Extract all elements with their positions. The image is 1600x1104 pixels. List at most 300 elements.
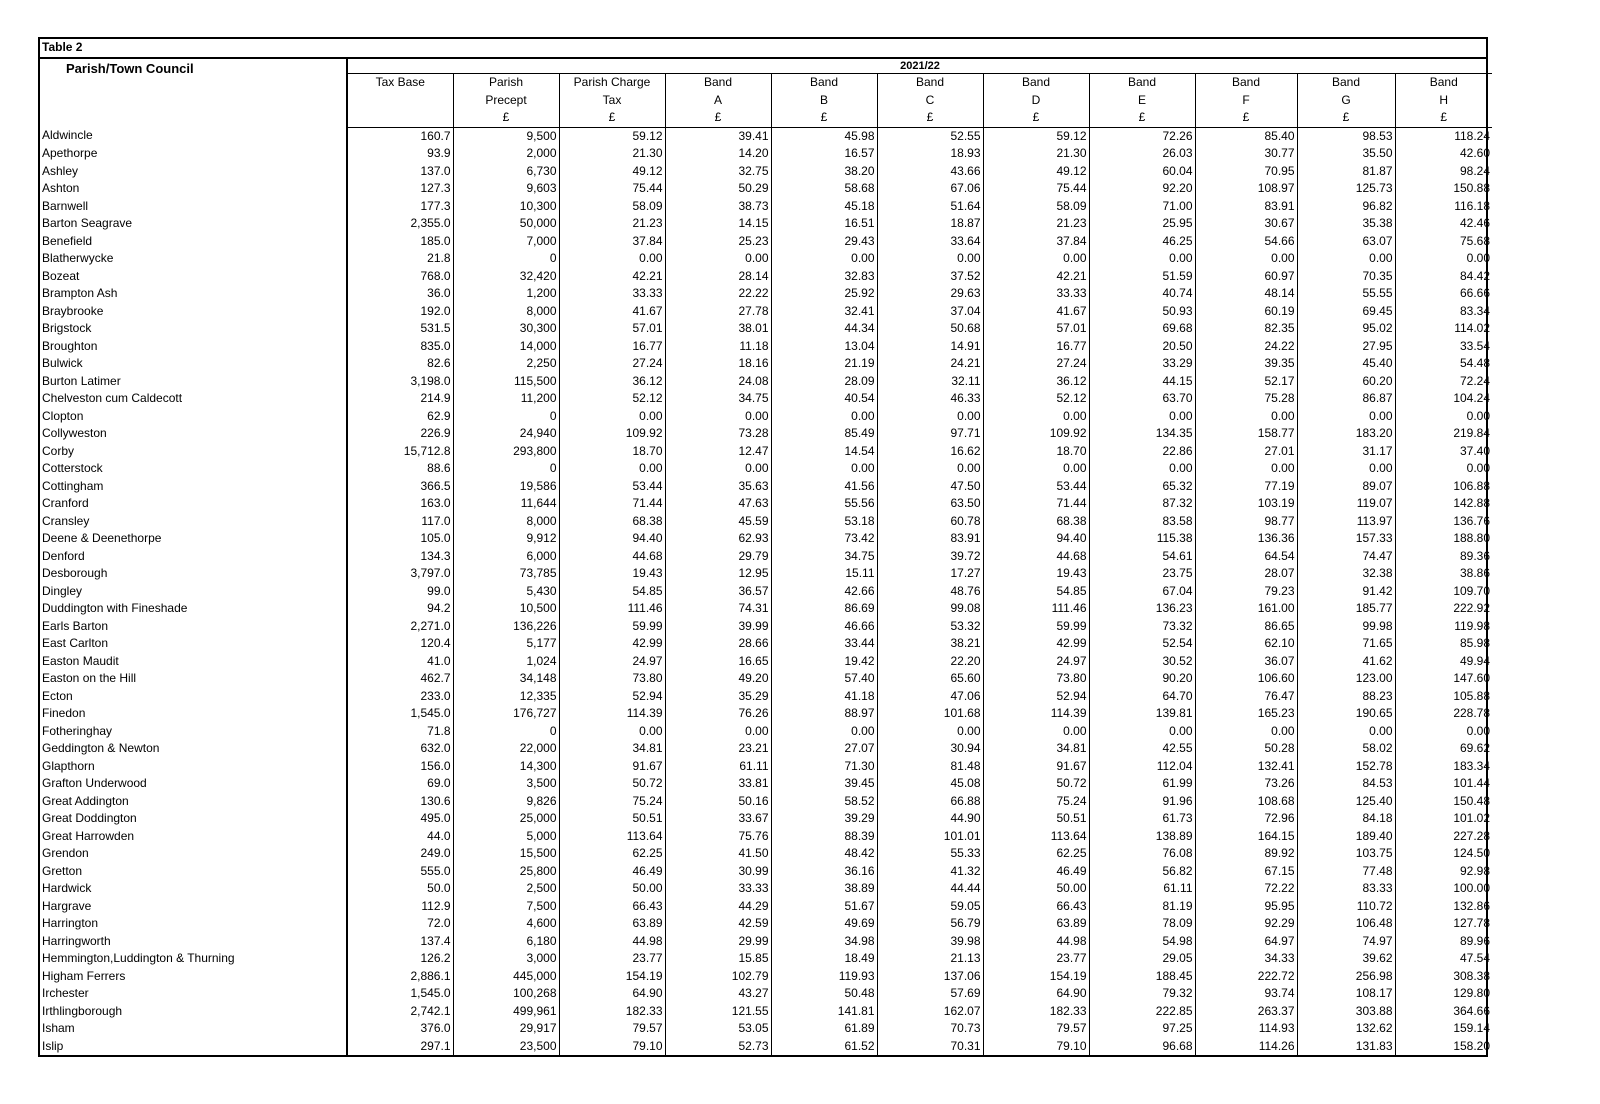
value-cell: 34.81 <box>559 740 665 758</box>
column-header-parish: Parish/Town Council <box>40 59 347 127</box>
parish-name-cell: Hemmington,Luddington & Thurning <box>40 950 347 968</box>
value-cell: 110.72 <box>1297 898 1395 916</box>
column-header-line: B <box>819 92 828 107</box>
value-cell: 83.34 <box>1460 303 1491 318</box>
value-cell: 57.69 <box>877 985 983 1003</box>
column-header <box>559 74 665 128</box>
column-header-line: Tax Base <box>375 75 425 89</box>
value-cell: 36.57 <box>665 583 771 601</box>
value-cell: 66.88 <box>877 793 983 811</box>
value-cell: 54.61 <box>1089 548 1195 566</box>
table-row <box>40 740 1492 758</box>
value-cell: 77.19 <box>1195 478 1297 496</box>
value-cell: 9,912 <box>453 530 559 548</box>
value-cell: 159.14 <box>1453 1021 1491 1035</box>
value-cell: 99.08 <box>877 600 983 618</box>
value-cell: 182.33 <box>559 1003 665 1021</box>
value-cell: 0.00 <box>665 408 771 426</box>
value-cell: 108.68 <box>1195 793 1297 811</box>
value-cell: 106.48 <box>1297 915 1395 933</box>
table-row <box>40 863 1492 881</box>
value-cell: 131.83 <box>1297 1038 1395 1056</box>
value-cell: 0.00 <box>1089 723 1195 741</box>
value-cell: 0.00 <box>877 723 983 741</box>
value-cell: 1,200 <box>453 285 559 303</box>
value-cell: 117.0 <box>347 513 453 531</box>
value-cell: 78.09 <box>1089 915 1195 933</box>
value-cell: 55.55 <box>1297 285 1395 303</box>
value-cell: 154.19 <box>559 968 665 986</box>
value-cell: 44.44 <box>877 880 983 898</box>
value-cell: 136.76 <box>1453 513 1491 528</box>
value-cell: 87.32 <box>1089 495 1195 513</box>
table-row <box>40 670 1492 688</box>
parish-name-cell: Barton Seagrave <box>40 215 347 233</box>
value-cell: 39.29 <box>771 810 877 828</box>
value-cell: 17.27 <box>877 565 983 583</box>
value-cell: 79.23 <box>1195 583 1297 601</box>
value-cell: 27.24 <box>983 355 1089 373</box>
value-cell: 61.11 <box>1089 880 1195 898</box>
value-cell: 38.89 <box>771 880 877 898</box>
table-row <box>40 950 1492 968</box>
value-cell: 3,797.0 <box>347 565 453 583</box>
value-cell: 32.75 <box>665 163 771 181</box>
value-cell: 42.99 <box>559 635 665 653</box>
value-cell: 63.89 <box>983 915 1089 933</box>
value-cell: 137.06 <box>877 968 983 986</box>
value-cell: 249.0 <box>347 845 453 863</box>
column-header <box>1395 74 1492 128</box>
value-cell: 103.75 <box>1297 845 1395 863</box>
table-row <box>40 495 1492 513</box>
value-cell: 25.23 <box>665 233 771 251</box>
table-row <box>40 828 1492 846</box>
value-cell: 46.25 <box>1089 233 1195 251</box>
value-cell: 49.12 <box>983 163 1089 181</box>
value-cell: 127.78 <box>1453 916 1491 930</box>
value-cell: 2,250 <box>453 355 559 373</box>
value-cell: 71.30 <box>771 758 877 776</box>
value-cell: 49.94 <box>1460 653 1491 668</box>
value-cell: 0.00 <box>771 250 877 268</box>
year-header: 2021/22 <box>347 59 1492 74</box>
parish-name-cell: Corby <box>40 443 347 461</box>
value-cell: 18.70 <box>983 443 1089 461</box>
column-header <box>1297 74 1395 128</box>
value-cell: 0.00 <box>1195 460 1297 478</box>
value-cell: 60.78 <box>877 513 983 531</box>
value-cell: 41.0 <box>347 653 453 671</box>
value-cell: 50.51 <box>983 810 1089 828</box>
table-row <box>40 530 1492 548</box>
value-cell: 50.93 <box>1089 303 1195 321</box>
value-cell: 5,177 <box>453 635 559 653</box>
value-cell: 0.00 <box>559 460 665 478</box>
value-cell: 45.98 <box>771 127 877 145</box>
value-cell: 79.57 <box>983 1020 1089 1038</box>
value-cell: 42.21 <box>559 268 665 286</box>
value-cell: 50.51 <box>559 810 665 828</box>
value-cell: 74.47 <box>1297 548 1395 566</box>
table-row <box>40 548 1492 566</box>
value-cell: 138.89 <box>1089 828 1195 846</box>
value-cell: 2,355.0 <box>347 215 453 233</box>
value-cell: 52.73 <box>665 1038 771 1056</box>
table-row <box>40 845 1492 863</box>
value-cell: 90.20 <box>1089 670 1195 688</box>
value-cell: 16.77 <box>559 338 665 356</box>
value-cell: 91.42 <box>1297 583 1395 601</box>
table-row <box>40 180 1492 198</box>
value-cell: 54.85 <box>559 583 665 601</box>
value-cell: 308.38 <box>1453 968 1491 983</box>
table-row <box>40 653 1492 671</box>
value-cell: 25,800 <box>453 863 559 881</box>
value-cell: 65.60 <box>877 670 983 688</box>
value-cell: 0.00 <box>877 460 983 478</box>
value-cell: 44.98 <box>983 933 1089 951</box>
parish-name-cell: Denford <box>40 548 347 566</box>
table-row <box>40 635 1492 653</box>
value-cell: 52.55 <box>877 127 983 145</box>
value-cell: 8,000 <box>453 513 559 531</box>
table-row <box>40 793 1492 811</box>
value-cell: 227.28 <box>1453 828 1491 843</box>
value-cell: 64.70 <box>1089 688 1195 706</box>
value-cell: 222.92 <box>1453 601 1491 615</box>
value-cell: 10,300 <box>453 198 559 216</box>
value-cell: 27.24 <box>559 355 665 373</box>
value-cell: 835.0 <box>347 338 453 356</box>
table-row <box>40 705 1492 723</box>
parish-name-cell: Easton Maudit <box>40 653 347 671</box>
value-cell: 42.21 <box>983 268 1089 286</box>
parish-name-cell: East Carlton <box>40 635 347 653</box>
value-cell: 109.92 <box>559 425 665 443</box>
value-cell: 15.11 <box>771 565 877 583</box>
value-cell: 55.33 <box>877 845 983 863</box>
value-cell: 0.00 <box>1195 408 1297 426</box>
column-header-line: £ <box>1032 110 1040 124</box>
value-cell: 16.65 <box>665 653 771 671</box>
value-cell: 147.60 <box>1453 671 1491 685</box>
value-cell: 37.84 <box>983 233 1089 251</box>
value-cell: 72.24 <box>1460 373 1491 388</box>
value-cell: 109.70 <box>1453 583 1491 598</box>
value-cell: 13.04 <box>771 338 877 356</box>
value-cell: 114.26 <box>1195 1038 1297 1056</box>
value-cell: 119.07 <box>1297 495 1395 513</box>
value-cell: 98.53 <box>1297 127 1395 145</box>
value-cell: 105.88 <box>1453 688 1491 703</box>
value-cell: 27.95 <box>1297 338 1395 356</box>
value-cell: 29.43 <box>771 233 877 251</box>
value-cell: 0.00 <box>665 723 771 741</box>
parish-name-cell: Great Harrowden <box>40 828 347 846</box>
value-cell: 67.06 <box>877 180 983 198</box>
value-cell: 64.97 <box>1195 933 1297 951</box>
column-header-line: Band <box>703 75 733 89</box>
value-cell: 52.54 <box>1089 635 1195 653</box>
column-header-line: Band <box>1231 75 1261 89</box>
value-cell: 51.64 <box>877 198 983 216</box>
parish-name-cell: Duddington with Fineshade <box>40 600 347 618</box>
table-row <box>40 443 1492 461</box>
value-cell: 93.9 <box>347 145 453 163</box>
value-cell: 75.68 <box>1460 233 1491 248</box>
value-cell: 83.91 <box>1195 198 1297 216</box>
value-cell: 130.6 <box>347 793 453 811</box>
value-cell: 45.40 <box>1297 355 1395 373</box>
value-cell: 34.75 <box>665 390 771 408</box>
value-cell: 69.45 <box>1297 303 1395 321</box>
value-cell: 15,500 <box>453 845 559 863</box>
value-cell: 96.68 <box>1089 1038 1195 1056</box>
column-header-line: Band <box>1021 75 1051 89</box>
value-cell: 59.99 <box>983 618 1089 636</box>
table-row <box>40 127 1492 145</box>
value-cell: 72.26 <box>1089 127 1195 145</box>
value-cell: 39.62 <box>1297 950 1395 968</box>
value-cell: 158.77 <box>1195 425 1297 443</box>
table-row <box>40 600 1492 618</box>
value-cell: 114.39 <box>559 705 665 723</box>
value-cell: 96.82 <box>1297 198 1395 216</box>
value-cell: 18.49 <box>771 950 877 968</box>
value-cell: 99.0 <box>347 583 453 601</box>
parish-name-cell: Barnwell <box>40 198 347 216</box>
value-cell: 41.56 <box>771 478 877 496</box>
value-cell: 185.0 <box>347 233 453 251</box>
table-row <box>40 968 1492 986</box>
value-cell: 70.95 <box>1195 163 1297 181</box>
table-row <box>40 583 1492 601</box>
value-cell: 1,024 <box>453 653 559 671</box>
value-cell: 94.40 <box>983 530 1089 548</box>
value-cell: 100.00 <box>1453 881 1491 895</box>
value-cell: 52.17 <box>1195 373 1297 391</box>
table-row <box>40 425 1492 443</box>
value-cell: 76.26 <box>665 705 771 723</box>
value-cell: 161.00 <box>1195 600 1297 618</box>
value-cell: 29.05 <box>1089 950 1195 968</box>
value-cell: 89.07 <box>1297 478 1395 496</box>
table-row <box>40 233 1492 251</box>
value-cell: 88.39 <box>771 828 877 846</box>
value-cell: 768.0 <box>347 268 453 286</box>
value-cell: 120.4 <box>347 635 453 653</box>
value-cell: 38.73 <box>665 198 771 216</box>
value-cell: 44.34 <box>771 320 877 338</box>
value-cell: 0.00 <box>1297 250 1395 268</box>
value-cell: 108.17 <box>1297 985 1395 1003</box>
value-cell: 0.00 <box>877 408 983 426</box>
value-cell: 12.47 <box>665 443 771 461</box>
parish-name-cell: Cottingham <box>40 478 347 496</box>
value-cell: 0 <box>453 408 559 426</box>
value-cell: 163.0 <box>347 495 453 513</box>
value-cell: 81.87 <box>1297 163 1395 181</box>
column-header-line: Band <box>809 75 839 89</box>
value-cell: 21.13 <box>877 950 983 968</box>
value-cell: 136.36 <box>1195 530 1297 548</box>
value-cell: 376.0 <box>347 1020 453 1038</box>
value-cell: 5,430 <box>453 583 559 601</box>
value-cell: 51.59 <box>1089 268 1195 286</box>
value-cell: 44.98 <box>559 933 665 951</box>
value-cell: 99.98 <box>1297 618 1395 636</box>
value-cell: 139.81 <box>1089 705 1195 723</box>
value-cell: 23,500 <box>453 1038 559 1056</box>
parish-name-cell: Great Addington <box>40 793 347 811</box>
parish-name-cell: Aldwincle <box>40 127 347 145</box>
value-cell: 50.28 <box>1195 740 1297 758</box>
column-header-line: £ <box>1138 110 1146 124</box>
value-cell: 14,300 <box>453 758 559 776</box>
value-cell: 108.97 <box>1195 180 1297 198</box>
value-cell: 47.63 <box>665 495 771 513</box>
value-cell: 188.45 <box>1089 968 1195 986</box>
column-header <box>347 74 453 128</box>
value-cell: 0.00 <box>1297 408 1395 426</box>
value-cell: 141.81 <box>771 1003 877 1021</box>
value-cell: 41.18 <box>771 688 877 706</box>
value-cell: 61.52 <box>771 1038 877 1056</box>
table-row <box>40 250 1492 268</box>
value-cell: 54.66 <box>1195 233 1297 251</box>
table-row <box>40 775 1492 793</box>
parish-name-cell: Higham Ferrers <box>40 968 347 986</box>
column-header-line: £ <box>1342 110 1350 124</box>
value-cell: 12.95 <box>665 565 771 583</box>
value-cell: 123.00 <box>1297 670 1395 688</box>
column-header <box>771 74 877 128</box>
value-cell: 0.00 <box>983 408 1089 426</box>
value-cell: 0.00 <box>559 723 665 741</box>
value-cell: 0.00 <box>1195 250 1297 268</box>
table-row <box>40 268 1492 286</box>
value-cell: 18.93 <box>877 145 983 163</box>
value-cell: 0.00 <box>771 408 877 426</box>
value-cell: 41.67 <box>983 303 1089 321</box>
value-cell: 52.94 <box>559 688 665 706</box>
value-cell: 3,000 <box>453 950 559 968</box>
value-cell: 132.62 <box>1297 1020 1395 1038</box>
parish-name-cell: Easton on the Hill <box>40 670 347 688</box>
value-cell: 113.64 <box>559 828 665 846</box>
value-cell: 64.54 <box>1195 548 1297 566</box>
value-cell: 67.15 <box>1195 863 1297 881</box>
table-row <box>40 163 1492 181</box>
value-cell: 190.65 <box>1297 705 1395 723</box>
parish-name-cell: Grendon <box>40 845 347 863</box>
value-cell: 86.87 <box>1297 390 1395 408</box>
value-cell: 38.01 <box>665 320 771 338</box>
table-row <box>40 513 1492 531</box>
value-cell: 28.09 <box>771 373 877 391</box>
value-cell: 98.77 <box>1195 513 1297 531</box>
value-cell: 84.18 <box>1297 810 1395 828</box>
value-cell: 95.95 <box>1195 898 1297 916</box>
value-cell: 63.07 <box>1297 233 1395 251</box>
value-cell: 5,000 <box>453 828 559 846</box>
value-cell: 0.00 <box>1466 408 1491 423</box>
value-cell: 0 <box>453 460 559 478</box>
table-row <box>40 723 1492 741</box>
value-cell: 73.28 <box>665 425 771 443</box>
value-cell: 14.91 <box>877 338 983 356</box>
value-cell: 115.38 <box>1089 530 1195 548</box>
parish-name-cell: Earls Barton <box>40 618 347 636</box>
value-cell: 46.49 <box>559 863 665 881</box>
value-cell: 85.49 <box>771 425 877 443</box>
value-cell: 24,940 <box>453 425 559 443</box>
value-cell: 75.24 <box>983 793 1089 811</box>
value-cell: 109.92 <box>983 425 1089 443</box>
value-cell: 35.63 <box>665 478 771 496</box>
column-header-line: £ <box>608 110 616 124</box>
value-cell: 0.00 <box>1466 461 1491 475</box>
value-cell: 43.27 <box>665 985 771 1003</box>
value-cell: 531.5 <box>347 320 453 338</box>
value-cell: 19.43 <box>983 565 1089 583</box>
column-header-line: Precept <box>485 92 527 107</box>
value-cell: 0.00 <box>771 460 877 478</box>
value-cell: 9,603 <box>453 180 559 198</box>
value-cell: 0.00 <box>1297 723 1395 741</box>
value-cell: 53.44 <box>559 478 665 496</box>
value-cell: 67.04 <box>1089 583 1195 601</box>
value-cell: 34,148 <box>453 670 559 688</box>
value-cell: 16.77 <box>983 338 1089 356</box>
value-cell: 132.41 <box>1195 758 1297 776</box>
table-row <box>40 320 1492 338</box>
column-header-line: Parish <box>488 75 523 89</box>
value-cell: 15.85 <box>665 950 771 968</box>
value-cell: 71.44 <box>559 495 665 513</box>
value-cell: 114.02 <box>1454 321 1491 335</box>
value-cell: 6,180 <box>453 933 559 951</box>
value-cell: 60.19 <box>1195 303 1297 321</box>
table-row <box>40 460 1492 478</box>
parish-name-cell: Chelveston cum Caldecott <box>40 390 347 408</box>
value-cell: 94.40 <box>559 530 665 548</box>
value-cell: 119.93 <box>771 968 877 986</box>
value-cell: 101.02 <box>1453 811 1491 825</box>
value-cell: 103.19 <box>1195 495 1297 513</box>
value-cell: 462.7 <box>347 670 453 688</box>
value-cell: 183.20 <box>1297 425 1395 443</box>
value-cell: 44.68 <box>983 548 1089 566</box>
value-cell: 101.01 <box>877 828 983 846</box>
value-cell: 116.18 <box>1454 198 1491 213</box>
value-cell: 3,500 <box>453 775 559 793</box>
value-cell: 34.98 <box>771 933 877 951</box>
value-cell: 34.75 <box>771 548 877 566</box>
value-cell: 73.80 <box>983 670 1089 688</box>
value-cell: 37.84 <box>559 233 665 251</box>
value-cell: 62.10 <box>1195 635 1297 653</box>
value-cell: 0 <box>453 723 559 741</box>
table-row <box>40 810 1492 828</box>
value-cell: 55.56 <box>771 495 877 513</box>
value-cell: 73.80 <box>559 670 665 688</box>
value-cell: 75.44 <box>559 180 665 198</box>
parish-name-cell: Geddington & Newton <box>40 740 347 758</box>
value-cell: 58.09 <box>983 198 1089 216</box>
parish-name-cell: Grafton Underwood <box>40 775 347 793</box>
